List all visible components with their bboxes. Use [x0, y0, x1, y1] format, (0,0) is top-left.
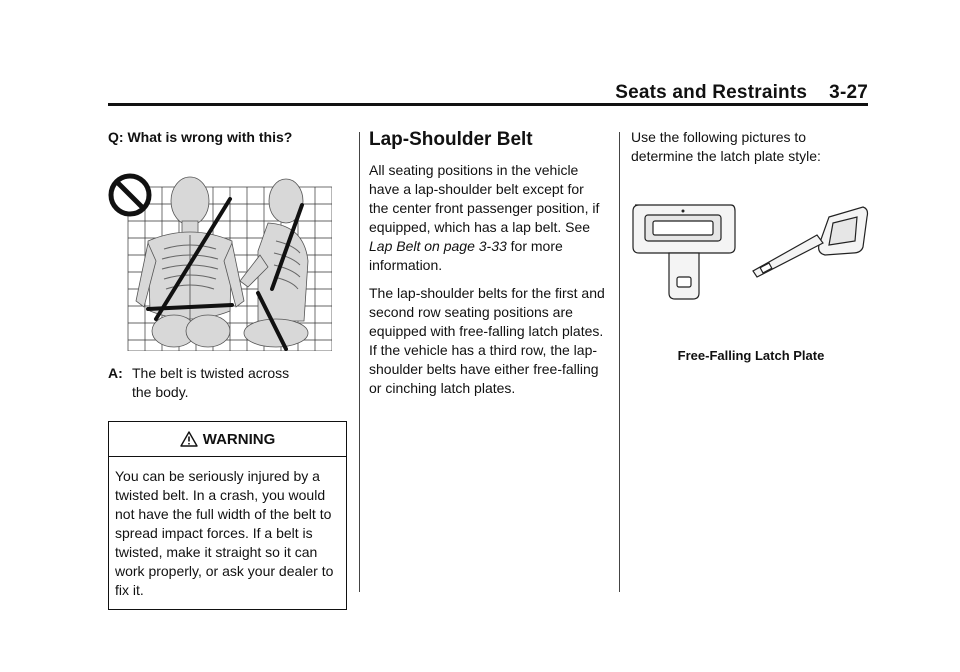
- latch-plate-intro: Use the following pictures to determine the latch plate style:: [631, 129, 821, 164]
- warning-triangle-icon: [180, 431, 198, 447]
- para1-start: All seating positions in the vehicle have a lap-shoulder belt except for the center front passenger position, if equipped, which has a lap belt. See: [369, 162, 600, 235]
- answer-label: A:: [108, 365, 123, 381]
- warning-box: [108, 421, 347, 610]
- left-column: [108, 128, 348, 610]
- question: Q: What is wrong with this?: [108, 129, 293, 145]
- middle-column: [369, 128, 607, 407]
- running-header: [615, 82, 868, 104]
- section-title: Seats and Restraints: [615, 82, 808, 103]
- para1-end: for more information.: [369, 238, 563, 273]
- lap-shoulder-belt-heading: Lap-Shoulder Belt: [369, 129, 533, 150]
- twisted-belt-illustration: [108, 171, 332, 351]
- header-rule: [108, 103, 868, 106]
- free-falling-latch-plate-illustration: [631, 197, 871, 307]
- lap-belt-page-reference[interactable]: Lap Belt on page 3-33: [369, 238, 507, 254]
- column-divider-right: [619, 132, 620, 592]
- figure-caption: Free-Falling Latch Plate: [677, 348, 825, 363]
- answer: [108, 364, 348, 402]
- right-column: [631, 128, 871, 365]
- answer-text: The belt is twisted across the body.: [132, 365, 290, 400]
- warning-text: You can be seriously injured by a twisted belt. In a crash, you would not have the full width of the belt to spread impact forces. If a belt is twisted, make it straight so it can work properly, or ask your dealer to fix it.: [115, 468, 334, 598]
- warning-header: [109, 422, 346, 457]
- paragraph-seating-positions: [369, 161, 607, 275]
- warning-title: WARNING: [202, 430, 276, 448]
- page-number: 3-27: [829, 82, 868, 103]
- column-divider-left: [359, 132, 360, 592]
- paragraph-latch-plates: The lap-shoulder belts for the first and second row seating positions are equipped with free-falling latch plates. If the vehicle has a third row, the lap-shoulder belts have either free-falling or cinching latch plates.: [369, 285, 605, 396]
